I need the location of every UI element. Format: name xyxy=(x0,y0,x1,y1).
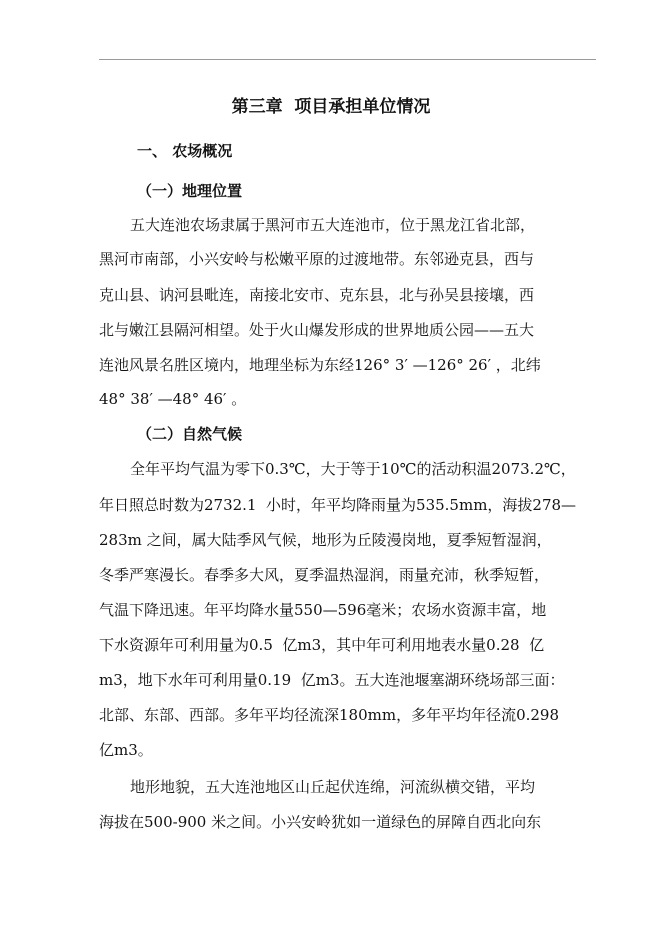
section-heading-farm-overview: 一、 农场概况 xyxy=(137,142,233,160)
subsection-heading-location: （一）地理位置 xyxy=(137,182,243,200)
paragraph-line: 五大连池农场隶属于黑河市五大连池市，位于黑龙江省北部， xyxy=(130,216,536,234)
paragraph-line: 海拔在500-900 米之间。小兴安岭犹如一道绿色的屏障自西北向东 xyxy=(99,813,542,831)
paragraph-line: 亿m3。 xyxy=(99,741,153,759)
paragraph-line: 连池风景名胜区境内，地理坐标为东经126° 3′ —126° 26′ ，北纬 xyxy=(99,356,541,374)
paragraph-line: 48° 38′ —48° 46′ 。 xyxy=(99,390,247,408)
paragraph-line: 冬季严寒漫长。春季多大风，夏季温热湿润，雨量充沛，秋季短暂， xyxy=(99,566,550,584)
paragraph-line: 下水资源年可利用量为0.5 亿m3，其中年可利用地表水量0.28 亿 xyxy=(99,636,545,654)
paragraph-line: 北部、东部、西部。多年平均径流深180mm，多年平均年径流0.298 xyxy=(99,706,560,724)
paragraph-line: 全年平均气温为零下0.3℃，大于等于10℃的活动积温2073.2℃， xyxy=(130,460,576,478)
paragraph-line: 283m 之间，属大陆季风气候，地形为丘陵漫岗地，夏季短暂湿润， xyxy=(99,531,552,549)
header-rule xyxy=(99,59,596,60)
paragraph-line: 年日照总时数为2732.1 小时，年平均降雨量为535.5mm，海拔278— xyxy=(99,496,577,514)
paragraph-line: 克山县、讷河县毗连，南接北安市、克东县，北与孙吴县接壤，西 xyxy=(99,286,535,304)
subsection-heading-climate: （二）自然气候 xyxy=(137,425,243,443)
paragraph-line: m3，地下水年可利用量0.19 亿m3。五大连池堰塞湖环绕场部三面： xyxy=(99,671,565,689)
paragraph-line: 北与嫩江县隔河相望。处于火山爆发形成的世界地质公园——五大 xyxy=(99,321,535,339)
paragraph-line: 气温下降迅速。年平均降水量550—596毫米；农场水资源丰富，地 xyxy=(99,601,547,619)
chapter-title: 第三章 项目承担单位情况 xyxy=(231,97,431,117)
paragraph-line: 黑河市南部，小兴安岭与松嫩平原的过渡地带。东邻逊克县，西与 xyxy=(99,250,535,268)
paragraph-line: 地形地貌，五大连池地区山丘起伏连绵，河流纵横交错，平均 xyxy=(130,778,536,796)
